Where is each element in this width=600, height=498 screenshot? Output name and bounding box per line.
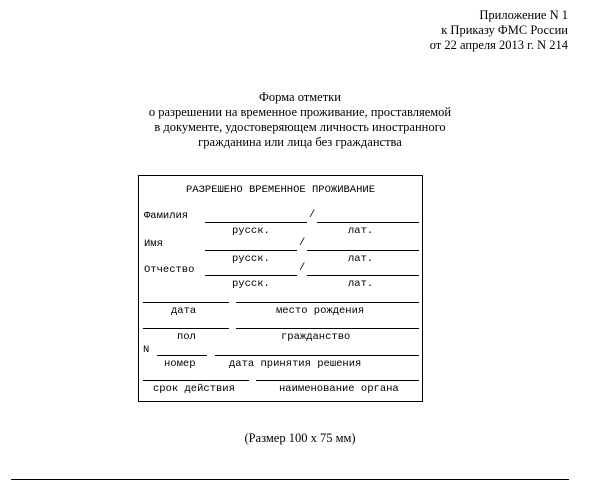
size-note: (Размер 100 x 75 мм) [244,431,356,445]
surname-label: Фамилия [144,210,189,222]
patronymic-rus-caption: русск. [232,278,270,290]
appendix-order: к Приказу ФМС России [441,23,568,37]
patronymic-label: Отчество [144,264,195,276]
surname-lat-line [317,222,419,223]
surname-lat-caption: лат. [348,225,374,237]
form-subtitle-line-3: гражданина или лица без гражданства [198,135,402,149]
citizenship-caption: гражданство [281,331,351,343]
date-caption: дата [171,305,197,317]
sex-caption: пол [177,331,196,343]
form-subtitle-line-1: о разрешении на временное проживание, проставляемой [148,105,452,119]
surname-rus-caption: русск. [232,225,270,237]
name-slash: / [299,237,306,249]
stamp-title: РАЗРЕШЕНО ВРЕМЕННОЕ ПРОЖИВАНИЕ [185,184,376,196]
authority-line [256,380,419,381]
name-label: Имя [144,238,163,250]
residence-permit-stamp [138,175,423,402]
patronymic-lat-line [307,275,419,276]
number-line [157,355,207,356]
bottom-divider [11,479,569,480]
name-rus-line [205,250,297,251]
surname-slash: / [309,209,316,221]
citizenship-line [236,328,419,329]
form-title: Форма отметки [259,90,341,104]
number-prefix: N [143,344,150,356]
number-caption: номер [164,358,196,370]
appendix-header [430,8,568,53]
appendix-number: Приложение N 1 [479,8,568,22]
birthplace-line [236,302,419,303]
surname-rus-line [205,222,307,223]
name-lat-line [307,250,419,251]
patronymic-lat-caption: лат. [348,278,374,290]
validity-line [143,380,249,381]
decision-date-line [215,355,419,356]
date-line [143,302,229,303]
authority-caption: наименование органа [279,383,399,395]
name-rus-caption: русск. [232,253,270,265]
name-lat-caption: лат. [348,253,374,265]
validity-caption: срок действия [153,383,235,395]
form-subtitle-line-2: в документе, удостоверяющем личность иностранного [154,120,446,134]
patronymic-rus-line [205,275,297,276]
decision-date-caption: дата принятия решения [229,358,362,370]
patronymic-slash: / [299,262,306,274]
sex-line [143,328,229,329]
appendix-date: от 22 апреля 2013 г. N 214 [429,38,568,52]
form-heading [0,90,600,150]
birthplace-caption: место рождения [276,305,365,317]
